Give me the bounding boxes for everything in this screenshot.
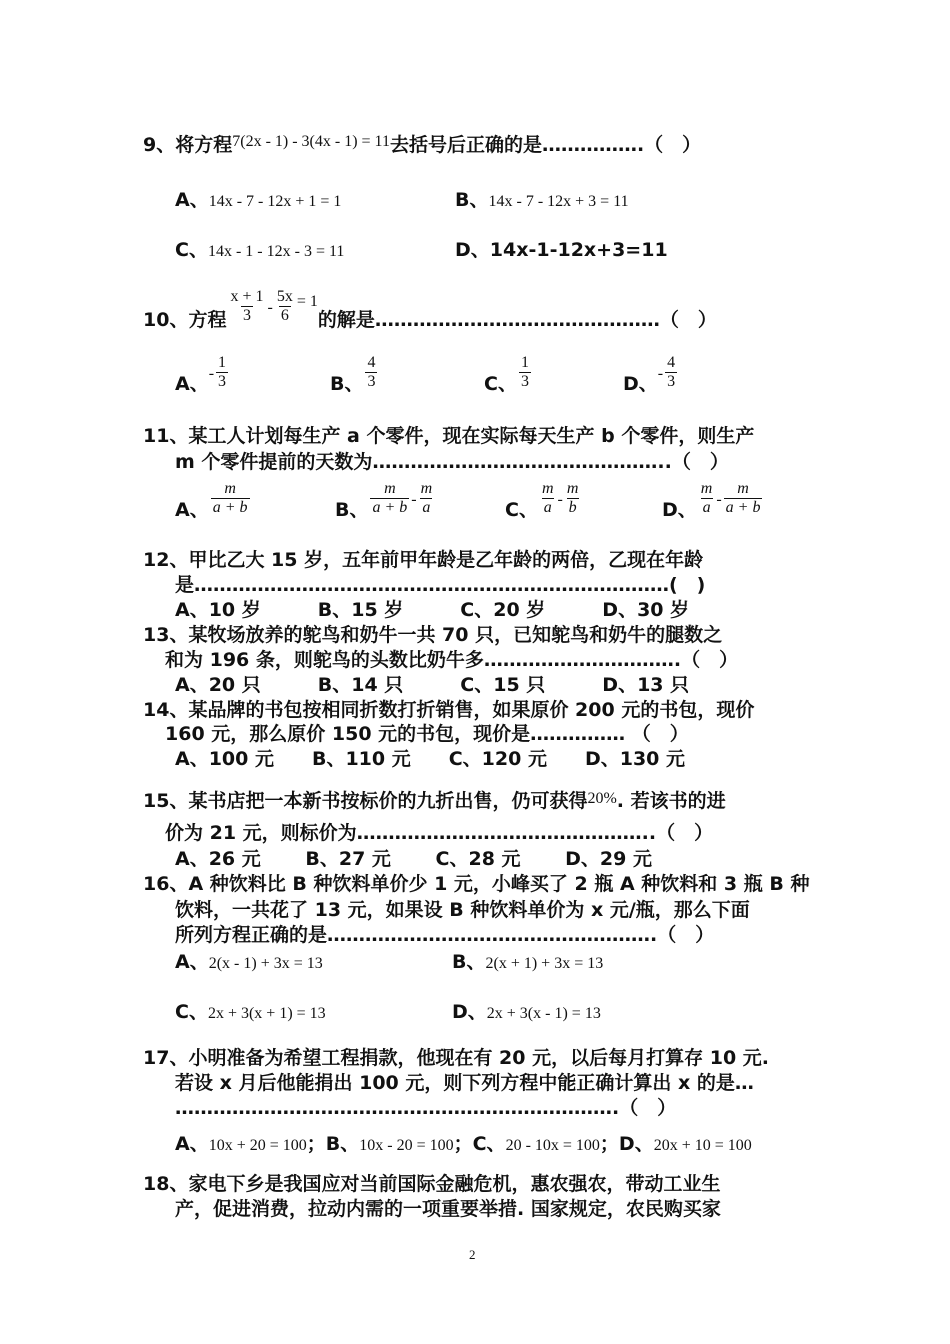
q11-b-fraction-1 bbox=[370, 480, 409, 517]
q15-line-1 bbox=[143, 787, 726, 813]
q9-option-a-expr: 14x - 7 - 12x + 1 = 1 bbox=[208, 193, 342, 210]
q11-option-d: D、 $\frac{m}{a}$ - $\frac{m}{a + b}$ bbox=[662, 480, 761, 521]
q10-fraction-2 bbox=[275, 288, 295, 325]
q9-equation: 7(2x - 1) - 3(4x - 1) = 11 bbox=[232, 133, 390, 150]
q10-a-num: 1 bbox=[218, 354, 227, 371]
q9-option-b: B、14x - 7 - 12x + 3 = 11 bbox=[455, 189, 629, 211]
q11-option-a: A、 $\frac{m}{a + b}$ bbox=[175, 480, 248, 521]
q10-minus: - bbox=[267, 299, 273, 316]
q11-b1-num: m bbox=[384, 480, 396, 497]
q16-line-1: 16、A 种饮料比 B 种饮料单价少 1 元，小峰买了 2 瓶 A 种饮料和 3 瓶 B 种 bbox=[143, 873, 810, 895]
q15-line-1-pre: 15、某书店把一本新书按标价的九折出售，仍可获得 bbox=[143, 790, 588, 812]
q10-c-fraction bbox=[519, 354, 531, 391]
q13-options: A、20 只 B、14 只 C、15 只 D、13 只 bbox=[175, 674, 690, 696]
q17-option-b-expr: 10x - 20 = 100 bbox=[359, 1137, 454, 1154]
q10-stem-post: 的解是………………………………………（ ） bbox=[317, 309, 717, 331]
q16-option-a: A、2(x - 1) + 3x = 13 bbox=[175, 951, 323, 973]
q17-option-a-expr: 10x + 20 = 100 bbox=[208, 1137, 307, 1154]
q10-a-sign: - bbox=[208, 365, 215, 382]
q10-frac2-num: 5x bbox=[276, 288, 293, 305]
q10-a-den: 3 bbox=[218, 373, 227, 390]
q9-option-c-expr: 14x - 1 - 12x - 3 = 11 bbox=[207, 243, 345, 260]
q10-rhs: = 1 bbox=[296, 293, 318, 310]
q11-d1-num: m bbox=[700, 480, 713, 497]
q11-c-fraction-2 bbox=[565, 480, 581, 517]
q12-line-1: 12、甲比乙大 15 岁，五年前甲年龄是乙年龄的两倍，乙现在年龄 bbox=[143, 549, 704, 571]
q10-b-fraction bbox=[365, 354, 377, 391]
q17-line-1: 17、小明准备为希望工程捐款，他现在有 20 元，以后每月打算存 10 元. bbox=[143, 1047, 769, 1069]
q11-c2-den: b bbox=[568, 499, 577, 516]
q14-line-2: 160 元，那么原价 150 元的书包，现价是…………… （ ） bbox=[165, 723, 689, 745]
q15-percent: 20% bbox=[587, 790, 617, 807]
q11-b1-den: a + b bbox=[372, 499, 408, 516]
q15-options: A、26 元 B、27 元 C、28 元 D、29 元 bbox=[175, 848, 652, 870]
q16-option-b-expr: 2(x + 1) + 3x = 13 bbox=[485, 955, 604, 972]
q17-line-3: …………………………………………………………….（ ） bbox=[175, 1097, 677, 1119]
q10-option-a: A、- $\frac{1}{3}$ bbox=[175, 354, 227, 395]
q11-b2-num: m bbox=[420, 480, 433, 497]
q11-line-2: m 个零件提前的天数为………………………………………..（ ） bbox=[175, 451, 729, 473]
q15-line-1-post: . 若该书的进 bbox=[616, 790, 726, 812]
q10-option-d: D、- $\frac{4}{3}$ bbox=[623, 354, 676, 395]
q11-line-1: 11、某工人计划每生产 a 个零件，现在实际每天生产 b 个零件，则生产 bbox=[143, 425, 755, 447]
page-number: 2 bbox=[469, 1247, 476, 1262]
q10-c-den: 3 bbox=[520, 373, 529, 390]
q10-d-num: 4 bbox=[667, 354, 676, 371]
q9-stem-post: 去括号后正确的是…………….（ ） bbox=[389, 134, 702, 156]
q12-options: A、10 岁 B、15 岁 C、20 岁 D、30 岁 bbox=[175, 599, 690, 621]
q11-c1-num: m bbox=[541, 480, 554, 497]
q16-option-a-expr: 2(x - 1) + 3x = 13 bbox=[208, 955, 323, 972]
q10-b-den: 3 bbox=[367, 373, 376, 390]
q10-frac1-num: x + 1 bbox=[230, 288, 264, 305]
q18-line-1: 18、家电下乡是我国应对当前国际金融危机，惠农强农，带动工业生 bbox=[143, 1173, 721, 1195]
q9-option-d: D、14x-1-12x+3=11 bbox=[455, 239, 668, 261]
q9-stem bbox=[143, 130, 701, 157]
q10-stem bbox=[143, 282, 717, 340]
q10-frac2-den: 6 bbox=[280, 307, 289, 324]
q11-a-fraction bbox=[211, 480, 250, 517]
q13-line-2: 和为 196 条，则鸵鸟的头数比奶牛多………………………….（ ） bbox=[165, 649, 739, 671]
q9-option-c: C、14x - 1 - 12x - 3 = 11 bbox=[175, 239, 345, 261]
q10-option-c: C、 $\frac{1}{3}$ bbox=[484, 354, 529, 395]
q11-b-fraction-2 bbox=[419, 480, 435, 517]
q14-options: A、100 元 B、110 元 C、120 元 D、130 元 bbox=[175, 748, 686, 770]
q10-fraction-1 bbox=[228, 288, 265, 325]
q17-option-d-expr: 20x + 10 = 100 bbox=[653, 1137, 752, 1154]
q9-stem-pre: 9、将方程 bbox=[143, 134, 233, 156]
q18-line-2: 产，促进消费，拉动内需的一项重要举措. 国家规定，农民购买家 bbox=[175, 1198, 721, 1220]
q11-d1-den: a bbox=[702, 499, 711, 516]
q14-line-1: 14、某品牌的书包按相同折数打折销售，如果原价 200 元的书包，现价 bbox=[143, 699, 755, 721]
q11-a-den: a + b bbox=[212, 499, 248, 516]
q10-b-num: 4 bbox=[367, 354, 376, 371]
q11-option-b: B、 $\frac{m}{a + b}$ - $\frac{m}{a}$ bbox=[335, 480, 433, 521]
q16-option-c: C、2x + 3(x + 1) = 13 bbox=[175, 1001, 326, 1023]
q11-d-fraction-2 bbox=[724, 480, 763, 517]
q17-option-c-expr: 20 - 10x = 100 bbox=[505, 1137, 600, 1154]
q11-d2-num: m bbox=[737, 480, 749, 497]
q11-a-num: m bbox=[224, 480, 236, 497]
q9-option-a: A、14x - 7 - 12x + 1 = 1 bbox=[175, 189, 342, 211]
q17-line-2: 若设 x 月后他能捐出 100 元，则下列方程中能正确计算出 x 的是… bbox=[175, 1072, 754, 1094]
q16-option-c-expr: 2x + 3(x + 1) = 13 bbox=[207, 1005, 326, 1022]
q11-c1-den: a bbox=[543, 499, 552, 516]
q9-option-b-expr: 14x - 7 - 12x + 3 = 11 bbox=[488, 193, 629, 210]
q11-b2-den: a bbox=[422, 499, 431, 516]
q16-line-3: 所列方程正确的是…………………………………………….（ ） bbox=[175, 924, 715, 946]
q10-d-sign: - bbox=[657, 365, 664, 382]
q13-line-1: 13、某牧场放养的鸵鸟和奶牛一共 70 只，已知鸵鸟和奶牛的腿数之 bbox=[143, 624, 723, 646]
q15-line-2: 价为 21 元，则标价为………………………………………..（ ） bbox=[165, 822, 714, 844]
q16-line-2: 饮料，一共花了 13 元，如果设 B 种饮料单价为 x 元/瓶，那么下面 bbox=[175, 899, 750, 921]
q12-line-2: 是…………………………………………………………………( ) bbox=[175, 574, 706, 596]
q10-d-den: 3 bbox=[667, 373, 676, 390]
q11-option-c: C、 $\frac{m}{a}$ - $\frac{m}{b}$ bbox=[505, 480, 579, 521]
q11-d-fraction-1 bbox=[699, 480, 715, 517]
q10-d-fraction bbox=[665, 354, 677, 391]
q10-c-num: 1 bbox=[520, 354, 529, 371]
q10-option-b: B、 $\frac{4}{3}$ bbox=[330, 354, 376, 395]
q16-option-b: B、2(x + 1) + 3x = 13 bbox=[452, 951, 604, 973]
q10-frac1-den: 3 bbox=[242, 307, 251, 324]
q16-option-d: D、2x + 3(x - 1) = 13 bbox=[452, 1001, 601, 1023]
q17-options: A、10x + 20 = 100；B、10x - 20 = 100；C、20 - 10x = 100；D、20x + 10 = 100 bbox=[175, 1133, 752, 1155]
q11-c2-num: m bbox=[566, 480, 579, 497]
q9-option-d-expr: 14x-1-12x+3=11 bbox=[489, 239, 668, 261]
q16-option-d-expr: 2x + 3(x - 1) = 13 bbox=[486, 1005, 601, 1022]
q10-a-fraction bbox=[216, 354, 228, 391]
q11-d2-den: a + b bbox=[725, 499, 761, 516]
q10-stem-pre: 10、方程 bbox=[143, 309, 227, 331]
q11-c-fraction-1 bbox=[540, 480, 556, 517]
